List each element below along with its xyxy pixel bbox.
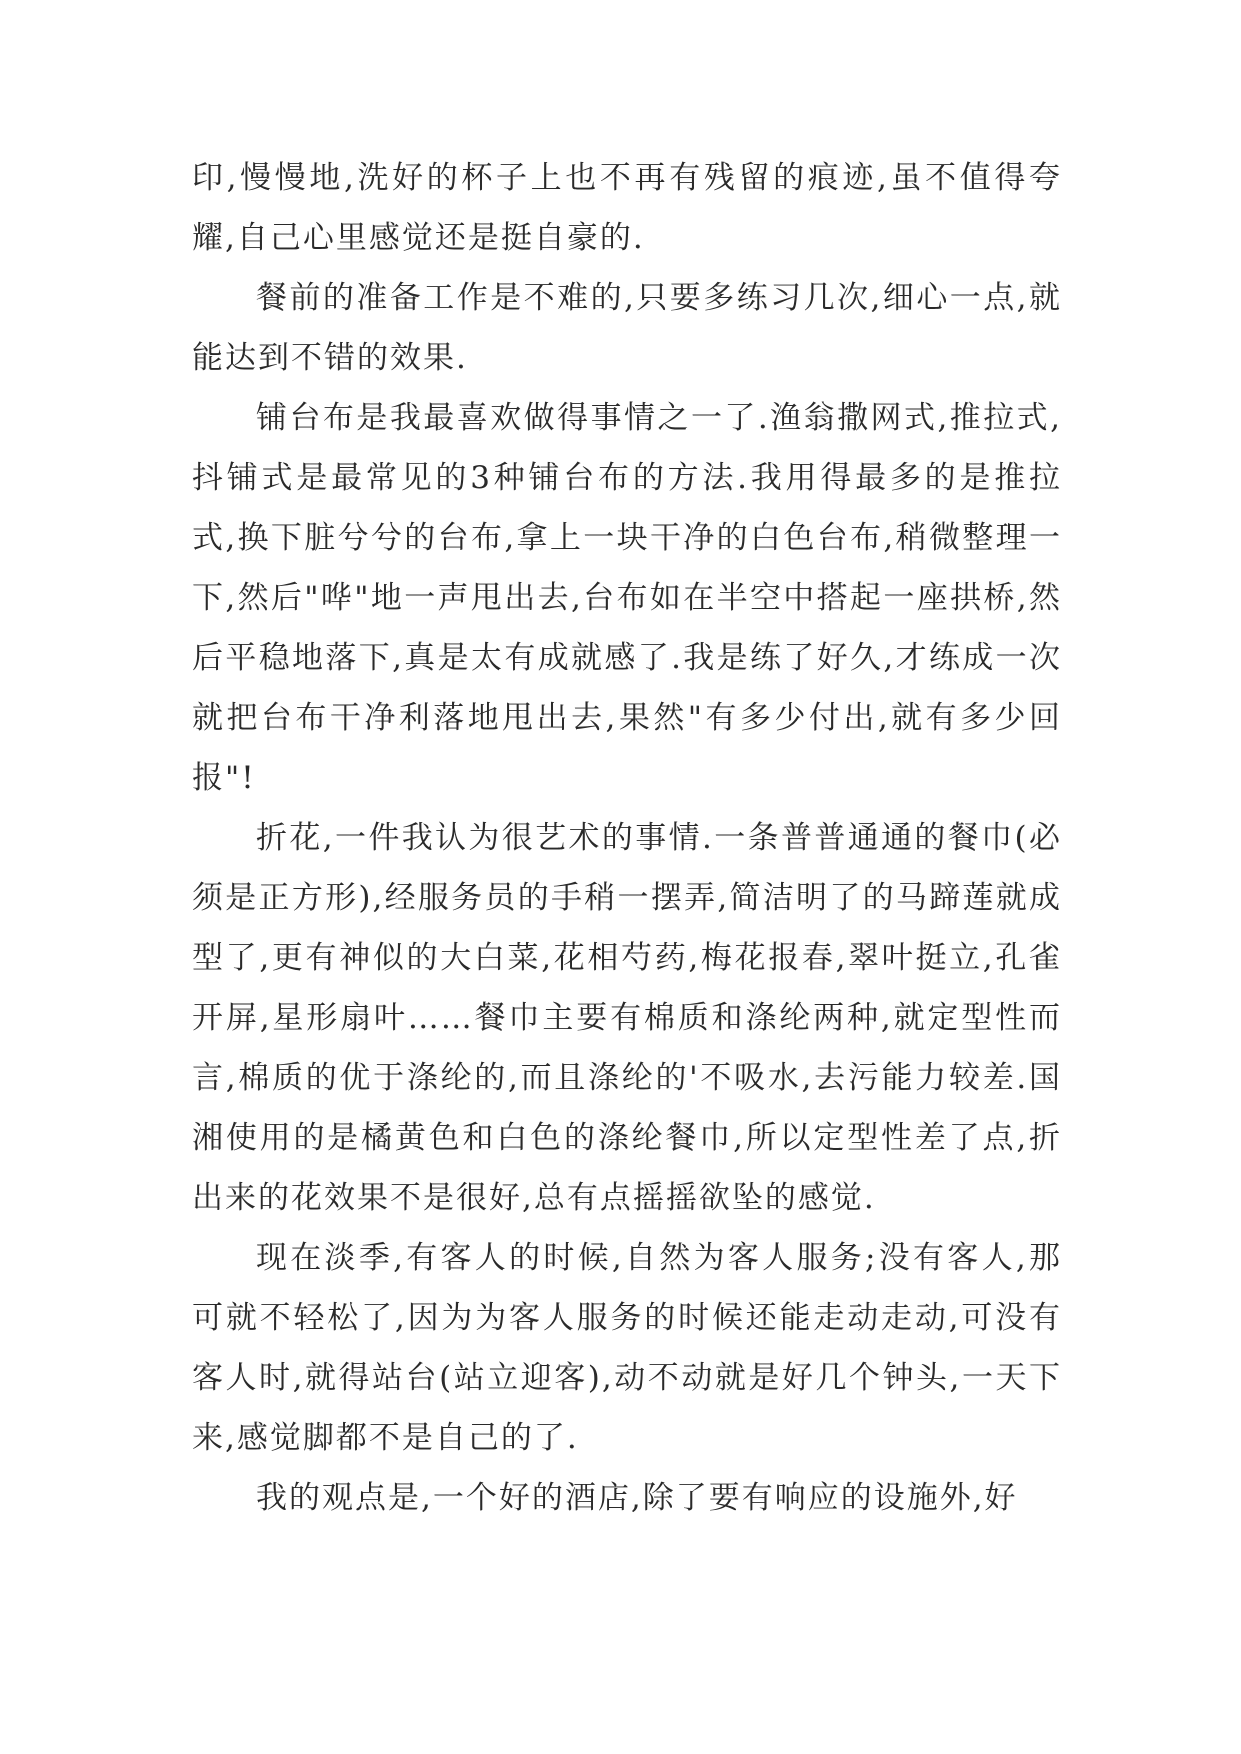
paragraph-preparation: 餐前的准备工作是不难的,只要多练习几次,细心一点,就能达到不错的效果. xyxy=(192,280,1062,376)
paragraph-opinion: 我的观点是,一个好的酒店,除了要有响应的设施外,好 xyxy=(256,1480,1018,1516)
paragraph-off-season: 现在淡季,有客人的时候,自然为客人服务;没有客人,那可就不轻松了,因为为客人服务的时候还能走动走动,可没有客人时,就得站台(站立迎客),动不动就是好几个钟头,一天下来,感觉脚都不是自己的了. xyxy=(192,1240,1062,1456)
paragraph-napkin-folding: 折花,一件我认为很艺术的事情.一条普普通通的餐巾(必须是正方形),经服务员的手稍一摆弄,简洁明了的马蹄莲就成型了,更有神似的大白菜,花相芍药,梅花报春,翠叶挺立,孔雀开屏,星形扇叶……餐巾主要有棉质和涤纶两种,就定型性而言,棉质的优于涤纶的,而且涤纶的'不吸水,去污能力较差.国湘使用的是橘黄色和白色的涤纶餐巾,所以定型性差了点,折出来的花效果不是很好,总有点摇摇欲坠的感觉. xyxy=(192,820,1062,1216)
document-body xyxy=(192,148,1062,1528)
paragraph-continued: 印,慢慢地,洗好的杯子上也不再有残留的痕迹,虽不值得夸耀,自己心里感觉还是挺自豪的. xyxy=(192,160,1062,256)
paragraph-tablecloth: 铺台布是我最喜欢做得事情之一了.渔翁撒网式,推拉式,抖铺式是最常见的3种铺台布的方法.我用得最多的是推拉式,换下脏兮兮的台布,拿上一块干净的白色台布,稍微整理一下,然后"哗"地一声甩出去,台布如在半空中搭起一座拱桥,然后平稳地落下,真是太有成就感了.我是练了好久,才练成一次就把台布干净利落地甩出去,果然"有多少付出,就有多少回报"! xyxy=(192,400,1062,796)
